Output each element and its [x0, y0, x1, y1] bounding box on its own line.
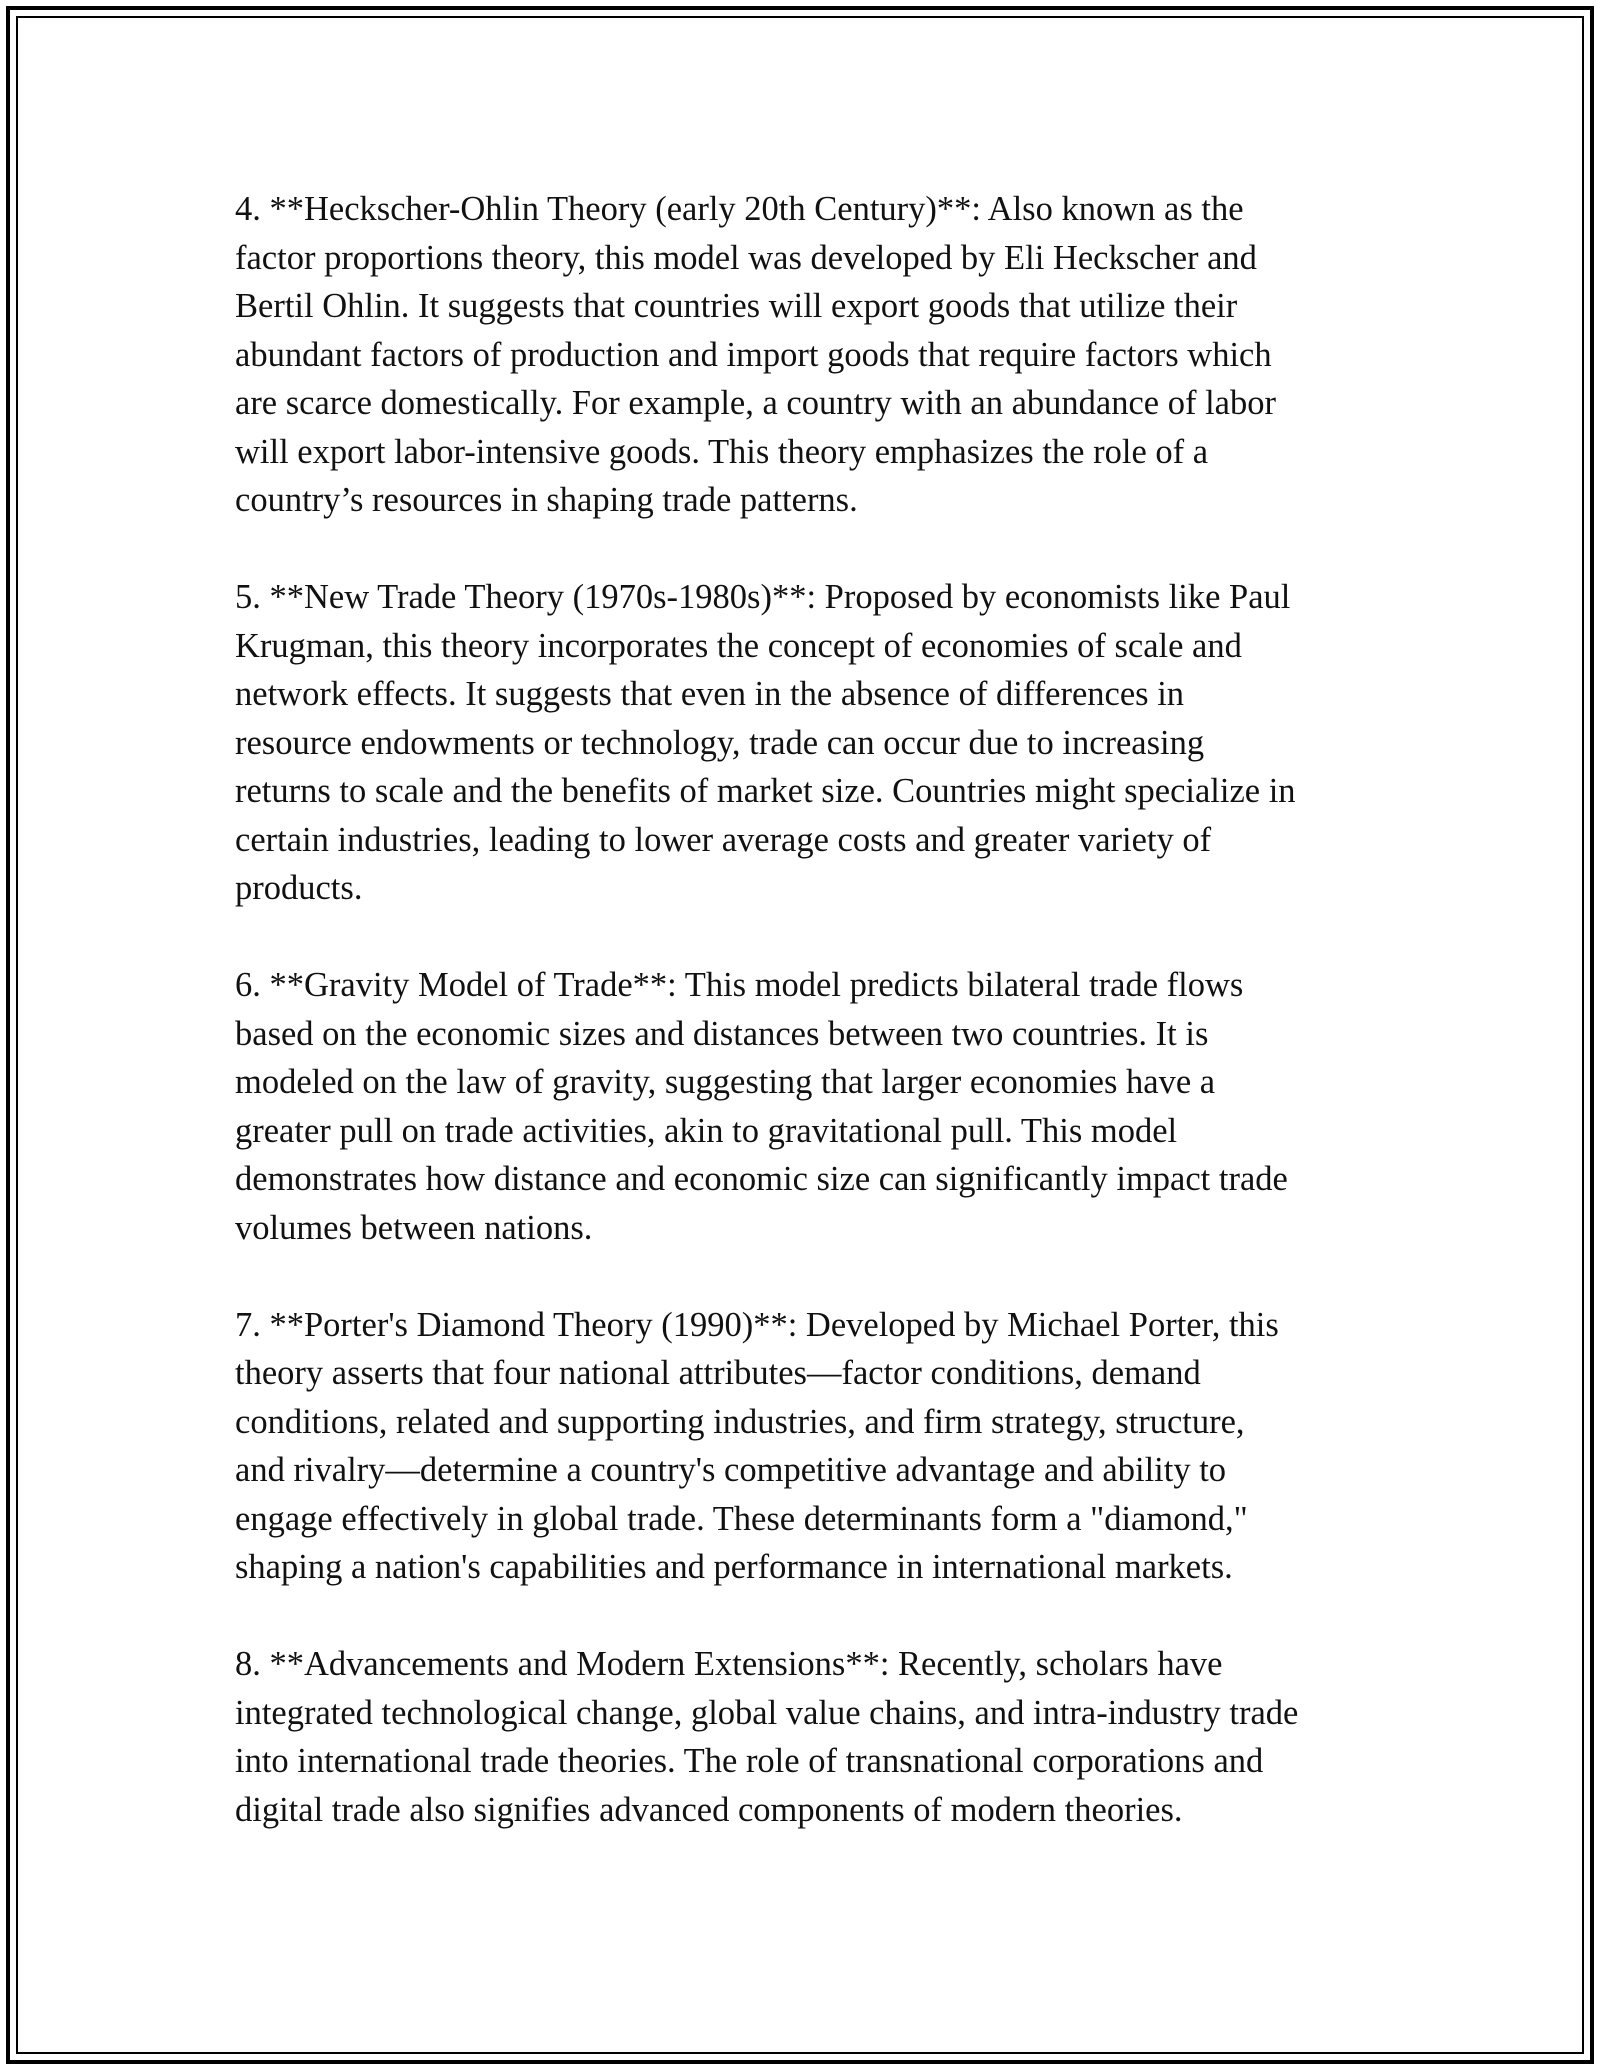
text-line: and rivalry—determine a country's competitive advantage and ability to: [235, 1451, 1227, 1489]
text-line: abundant factors of production and import goods that require factors which: [235, 335, 1272, 374]
text-line: 6. **Gravity Model of Trade**: This model predicts bilateral trade flows: [235, 966, 1244, 1004]
text-line: country’s resources in shaping trade patterns.: [235, 481, 858, 519]
paragraph-modern-extensions: [235, 1640, 1375, 1834]
text-line: 4. **Heckscher-Ohlin Theory (early 20th Century)**: Also known as the: [235, 190, 1244, 228]
text-line: into international trade theories. The role of transnational corporations and: [235, 1742, 1264, 1780]
text-line: network effects. It suggests that even in the absence of differences in: [235, 675, 1185, 713]
text-line: 8. **Advancements and Modern Extensions**: Recently, scholars have: [235, 1645, 1223, 1683]
text-line: based on the economic sizes and distances between two countries. It is: [235, 1014, 1209, 1053]
text-line: shaping a nation's capabilities and performance in international markets.: [235, 1548, 1233, 1586]
text-line: products.: [235, 869, 363, 907]
text-line: conditions, related and supporting industries, and firm strategy, structure,: [235, 1402, 1245, 1441]
text-line: integrated technological change, global value chains, and intra-industry trade: [235, 1693, 1299, 1732]
text-line: volumes between nations.: [235, 1208, 593, 1247]
text-line: theory asserts that four national attributes—factor conditions, demand: [235, 1354, 1201, 1392]
text-line: greater pull on trade activities, akin to gravitational pull. This model: [235, 1111, 1178, 1150]
paragraph-heckscher-ohlin: [235, 185, 1375, 525]
document-body: [235, 185, 1375, 1883]
text-line: resource endowments or technology, trade can occur due to increasing: [235, 723, 1205, 762]
text-line: modeled on the law of gravity, suggesting that larger economies have a: [235, 1063, 1216, 1101]
text-line: digital trade also signifies advanced components of modern theories.: [235, 1790, 1183, 1829]
text-line: returns to scale and the benefits of market size. Countries might specialize in: [235, 772, 1296, 810]
text-line: factor proportions theory, this model was developed by Eli Heckscher and: [235, 238, 1257, 277]
text-line: 5. **New Trade Theory (1970s-1980s)**: Proposed by economists like Paul: [235, 578, 1291, 616]
text-line: Krugman, this theory incorporates the concept of economies of scale and: [235, 626, 1242, 665]
text-line: 7. **Porter's Diamond Theory (1990)**: Developed by Michael Porter, this: [235, 1305, 1279, 1344]
text-line: Bertil Ohlin. It suggests that countries will export goods that utilize their: [235, 287, 1238, 325]
paragraph-new-trade-theory: [235, 573, 1375, 913]
paragraph-porters-diamond: [235, 1301, 1375, 1592]
text-line: are scarce domestically. For example, a country with an abundance of labor: [235, 384, 1276, 422]
text-line: demonstrates how distance and economic size can significantly impact trade: [235, 1160, 1288, 1198]
text-line: certain industries, leading to lower average costs and greater variety of: [235, 820, 1212, 859]
text-line: engage effectively in global trade. These determinants form a "diamond,": [235, 1499, 1248, 1538]
text-line: will export labor-intensive goods. This theory emphasizes the role of a: [235, 432, 1209, 471]
paragraph-gravity-model: [235, 961, 1375, 1252]
